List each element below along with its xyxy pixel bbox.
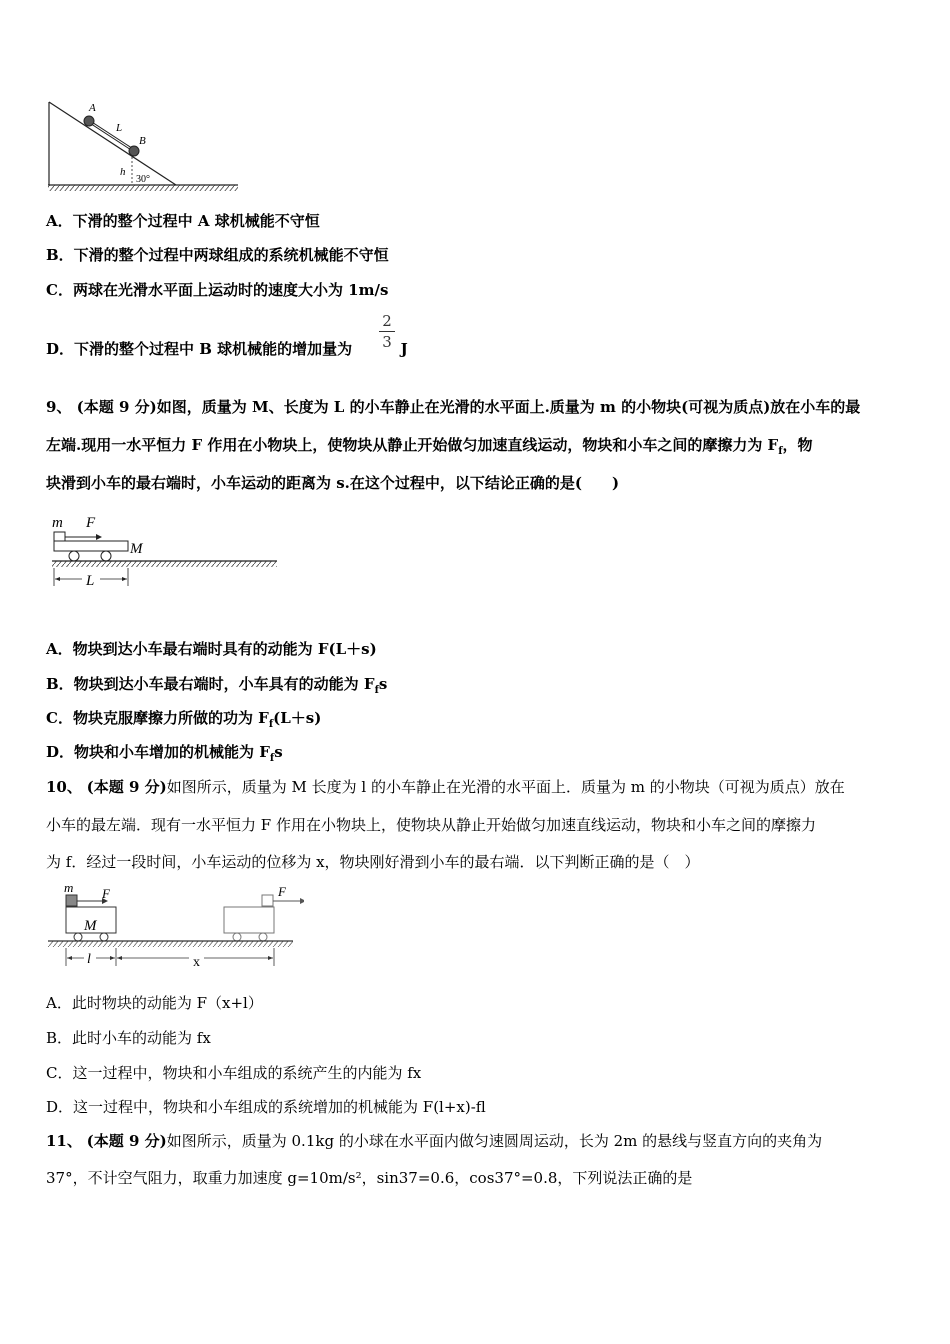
wheel-right (101, 551, 111, 561)
label-b: B (139, 135, 146, 147)
q9-option-b-end: s (378, 675, 388, 693)
cart-figure-q10 (44, 880, 304, 972)
q9-number: 9、 (46, 398, 72, 416)
q8-option-d (46, 339, 408, 359)
q11-stem-line1 (46, 1131, 822, 1151)
q9-option-d-sub: f (269, 753, 275, 764)
block-start (66, 895, 77, 906)
q11-stem-text1: 如图所示，质量为 0.1kg 的小球在水平面内做匀速圆周运动，长为 2m 的悬线与竖直方向的夹角为 (166, 1132, 823, 1150)
fraction-numerator: 2 (382, 312, 392, 330)
q10-number: 10、 (46, 778, 82, 796)
q9-option-c (46, 708, 321, 735)
q10-stem-line2: 小车的最左端．现有一水平恒力 F 作用在小物块上，使物块从静止开始做匀加速直线运动，物块和小车之间的摩擦力 (46, 816, 816, 834)
q9-stem-line1 (46, 397, 860, 417)
q8-option-d-unit: J (400, 340, 408, 358)
q9-option-d (46, 742, 283, 769)
q9-score: (本题 9 分) (76, 398, 157, 416)
label-big-m: M (84, 918, 97, 934)
q10-option-d: D．这一过程中，物块和小车组成的系统增加的机械能为 F(l+x)-fl (46, 1098, 486, 1116)
q9-option-a: A．物块到达小车最右端时具有的动能为 F(L＋s) (46, 640, 377, 658)
q10-option-b: B．此时小车的动能为 fx (46, 1029, 211, 1047)
q9-option-d-text: D．物块和小车增加的机械能为 F (46, 743, 270, 761)
cart-figure-q9 (44, 510, 284, 595)
incline-surface (49, 102, 176, 185)
block-end (262, 895, 273, 906)
label-h: h (120, 166, 126, 178)
label-f: F (86, 515, 96, 531)
q8-option-d-prefix: D．下滑的整个过程中 B 球机械能的增加量为 (46, 340, 353, 358)
q11-score: (本题 9 分) (86, 1132, 167, 1150)
q9-stem-text1: 如图，质量为 M、长度为 L 的小车静止在光滑的水平面上.质量为 m 的小物块(可视为质点)放在小车的最 (156, 398, 861, 416)
q9-option-b-sub: f (374, 685, 379, 696)
label-l: l (87, 952, 91, 967)
cart (54, 541, 128, 551)
fraction-denominator: 3 (382, 333, 392, 351)
ball-b (129, 146, 139, 156)
label-m: m (64, 880, 74, 895)
q8-option-c: C．两球在光滑水平面上运动时的速度大小为 1m/s (46, 281, 389, 299)
q9-option-b (46, 674, 387, 701)
q9-stem-end: ，物 (782, 436, 813, 454)
q10-stem-text1: 如图所示，质量为 M 长度为 l 的小车静止在光滑的水平面上．质量为 m 的小物块（可视为质点）放在 (166, 778, 845, 796)
label-m: m (52, 515, 63, 531)
q8-fraction (378, 312, 396, 351)
ball-a (84, 116, 94, 126)
q8-option-b: B．下滑的整个过程中两球组成的系统机械能不守恒 (46, 246, 389, 264)
q9-option-d-end: s (274, 743, 283, 761)
label-big-m: M (130, 541, 143, 557)
q11-stem-line2: 37°，不计空气阻力，取重力加速度 g=10m/s²，sin37=0.6，cos37°=0.8，下列说法正确的是 (46, 1169, 693, 1187)
q10-option-a: A．此时物块的动能为 F（x+l） (46, 994, 263, 1012)
wheel-left (69, 551, 79, 561)
q9-stem-line2 (46, 435, 813, 462)
block (54, 532, 65, 541)
label-f-start: F (102, 886, 110, 901)
q9-option-c-end: (L＋s) (273, 709, 322, 727)
ground-hatch (48, 185, 238, 191)
q10-option-c: C．这一过程中，物块和小车组成的系统产生的内能为 fx (46, 1064, 422, 1082)
q9-stem-text2: 左端.现用一水平恒力 F 作用在小物块上，使物块从静止开始做匀加速直线运动，物块和小车之间的摩擦力为 F (46, 436, 779, 454)
q9-option-c-text: C．物块克服摩擦力所做的功为 F (46, 709, 269, 727)
label-length: L (86, 573, 95, 589)
q10-stem-line3: 为 f．经过一段时间，小车运动的位移为 x，物块刚好滑到小车的最右端．以下判断正确的是（ ） (46, 853, 700, 871)
incline-figure (44, 96, 244, 196)
q8-option-a: A．下滑的整个过程中 A 球机械能不守恒 (46, 212, 320, 230)
label-x: x (193, 955, 200, 970)
label-angle: 30° (136, 174, 150, 185)
q9-option-b-text: B．物块到达小车最右端时，小车具有的动能为 F (46, 675, 375, 693)
label-f-end: F (278, 884, 286, 899)
label-a: A (89, 102, 96, 114)
q10-score: (本题 9 分) (86, 778, 167, 796)
q10-stem-line1 (46, 777, 845, 797)
cart-end (224, 907, 274, 933)
q9-stem-line3: 块滑到小车的最右端时，小车运动的距离为 s.在这个过程中，以下结论正确的是( ) (46, 474, 620, 492)
q9-option-c-sub: f (268, 719, 274, 730)
q9-stem-sub: f (778, 446, 783, 457)
q11-number: 11、 (46, 1132, 82, 1150)
label-l: L (116, 122, 123, 134)
